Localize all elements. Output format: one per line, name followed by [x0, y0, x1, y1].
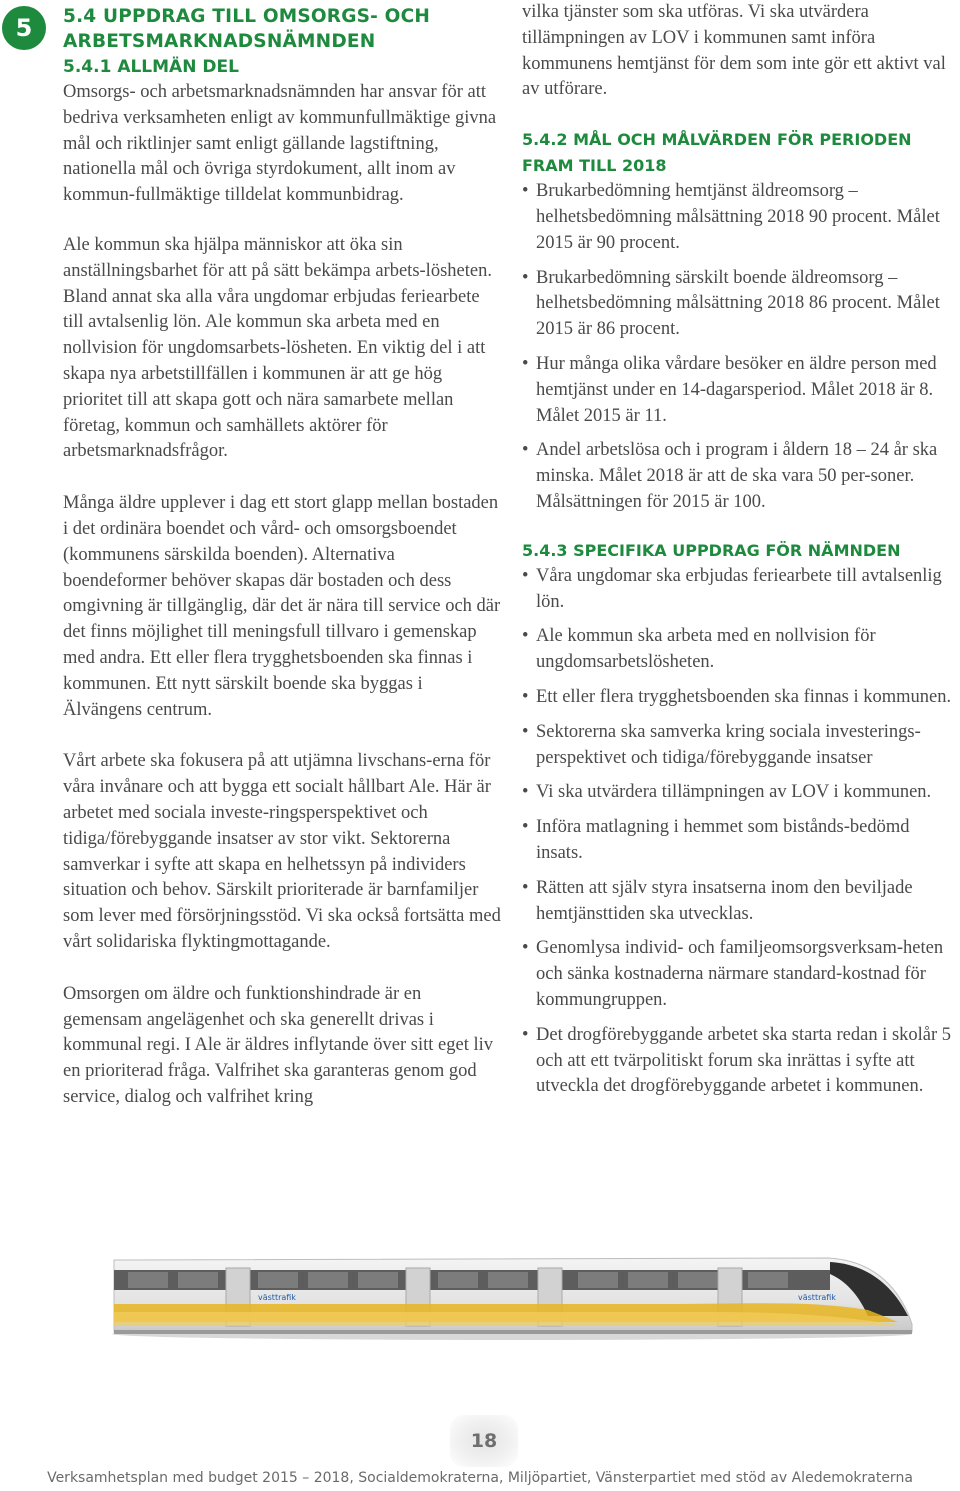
list-item: • Hur många olika vårdare besöker en äldre person med hemtjänst under en 14-dagarsperiod. Målet 2018 är 8. Målet 2015 är 11.: [522, 352, 960, 429]
continuation-paragraph: vilka tjänster som ska utföras. Vi ska utvärdera tillämpningen av LOV i kommunen samt införa kommunens hemtjänst för dem som inte gör ett aktivt val av utförare.: [522, 2, 946, 100]
list-item: • Andel arbetslösa och i program i åldern 18 – 24 år ska minska. Målet 2018 är att de ska vara 50 per-soner. Målsättningen för 2015 är 100.: [522, 438, 960, 515]
train-logo-1: västtrafik: [258, 1293, 296, 1302]
left-column: [63, 0, 503, 1137]
list-item: • Ale kommun ska arbeta med en nollvision för ungdomsarbetslösheten.: [522, 624, 960, 676]
train-illustration: [108, 1242, 916, 1342]
list-item: • Våra ungdomar ska erbjudas feriearbete till avtalsenlig lön.: [522, 564, 960, 616]
paragraph: Ale kommun ska hjälpa människor att öka sin anställningsbarhet för att på sätt bekämpa arbets-lösheten. Bland annat ska alla våra ungdomar erbjudas feriearbete till avtalsenlig lön. Ale kommun ska arbeta med en nollvision för ungdomsarbets-lösheten. En viktig del i att skapa nya arbetstillfällen i kommunen är att ge hög prioritet till att skapa gott och nära samarbete mellan företag, kommun och samhällets aktörer för arbetsmarknadsfrågor.: [63, 234, 492, 462]
section-heading: 5.4 UPPDRAG TILL OMSORGS- OCH ARBETSMARKNADSNÄMNDEN: [63, 6, 431, 52]
page-footer: Verksamhetsplan med budget 2015 – 2018, Socialdemokraterna, Miljöpartiet, Vänsterpartiet med stöd av Aledemokraterna: [47, 1470, 913, 1486]
train-logo-2: västtrafik: [798, 1293, 836, 1302]
list-item: • Det drogförebyggande arbetet ska starta redan i skolår 5 och att ett tvärpolitiskt forum ska inrättas i syfte att utveckla det drogförebyggande arbetet i kommunen.: [522, 1023, 960, 1100]
paragraph: Många äldre upplever i dag ett stort glapp mellan bostaden i det ordinära boendet och vård- och omsorgsboendet (kommunens särskilda boenden). Alternativa boendeformer behöver skapas där bostaden och dess omgivning är tillgänglig, där det är nära till service och där det finns möjlighet till meningsfull tillvaro i gemenskap med andra. Ett eller flera trygghetsboenden ska finnas i kommunen. Ett nytt särskilt boende ska byggas i Älvängens centrum.: [63, 493, 501, 720]
list-item: • Sektorerna ska samverka kring sociala investerings-perspektivet och tidiga/förebyggande insatser: [522, 720, 960, 772]
tasks-list: [522, 564, 960, 1100]
list-item: • Vi ska utvärdera tillämpningen av LOV i kommunen.: [522, 780, 960, 806]
subsection-heading-general: 5.4.1 ALLMÄN DEL: [63, 57, 239, 77]
list-item: • Rätten att själv styra insatserna inom den beviljade hemtjänsttiden ska utvecklas.: [522, 876, 960, 928]
paragraph: Omsorgen om äldre och funktionshindrade är en gemensam angelägenhet och ska generellt drivas i kommunal regi. I Ale är äldres inflytande över sitt eget liv en prioriterad fråga. Valfrihet ska garanteras genom god service, dialog och valfrihet kring: [63, 983, 493, 1107]
list-item: • Genomlysa individ- och familjeomsorgsverksam-heten och sänka kostnaderna närmare standard-kostnad för kommungruppen.: [522, 936, 960, 1013]
paragraph: Omsorgs- och arbetsmarknadsnämnden har ansvar för att bedriva verksamheten enligt av kommunfullmäktige givna mål och riktlinjer samt enligt gällande lagstiftning, nationella mål och övriga styrdokument, allt inom av kommun-fullmäktige tilldelat kommunbidrag.: [63, 82, 497, 206]
page-number: 18: [470, 1430, 498, 1452]
list-item: • Brukarbedömning hemtjänst äldreomsorg – helhetsbedömning målsättning 2018 90 procent. Målet 2015 är 90 procent.: [522, 179, 960, 256]
paragraph: Vårt arbete ska fokusera på att utjämna livschans-erna för våra invånare och att bygga ett socialt hållbart Ale. Här är arbetet med sociala investe-ringsperspektivet och tidiga/förebyggande insatser av stor vikt. Sektorerna samverkar i syfte att skapa en helhetssyn på individers situation och behov. Särskilt prioriterade är barnfamiljer som lever med försörjningsstöd. Vi ska också fortsätta med vårt solidariska flyktingmottagande.: [63, 751, 501, 952]
goals-list: [522, 179, 960, 516]
list-item: • Ett eller flera trygghetsboenden ska finnas i kommunen.: [522, 685, 960, 711]
train-image: [108, 1242, 916, 1342]
list-item: • Införa matlagning i hemmet som bistånds-bedömd insats.: [522, 815, 960, 867]
chapter-number-badge: 5: [2, 6, 46, 50]
right-column: [522, 0, 960, 1122]
goals-heading: 5.4.2 MÅL OCH MÅLVÄRDEN FÖR PERIODEN FRAM TILL 2018: [522, 130, 912, 176]
page-number-box: [450, 1415, 518, 1467]
tasks-heading: 5.4.3 SPECIFIKA UPPDRAG FÖR NÄMNDEN: [522, 540, 901, 560]
list-item: • Brukarbedömning särskilt boende äldreomsorg – helhetsbedömning målsättning 2018 86 procent. Målet 2015 är 86 procent.: [522, 266, 960, 343]
